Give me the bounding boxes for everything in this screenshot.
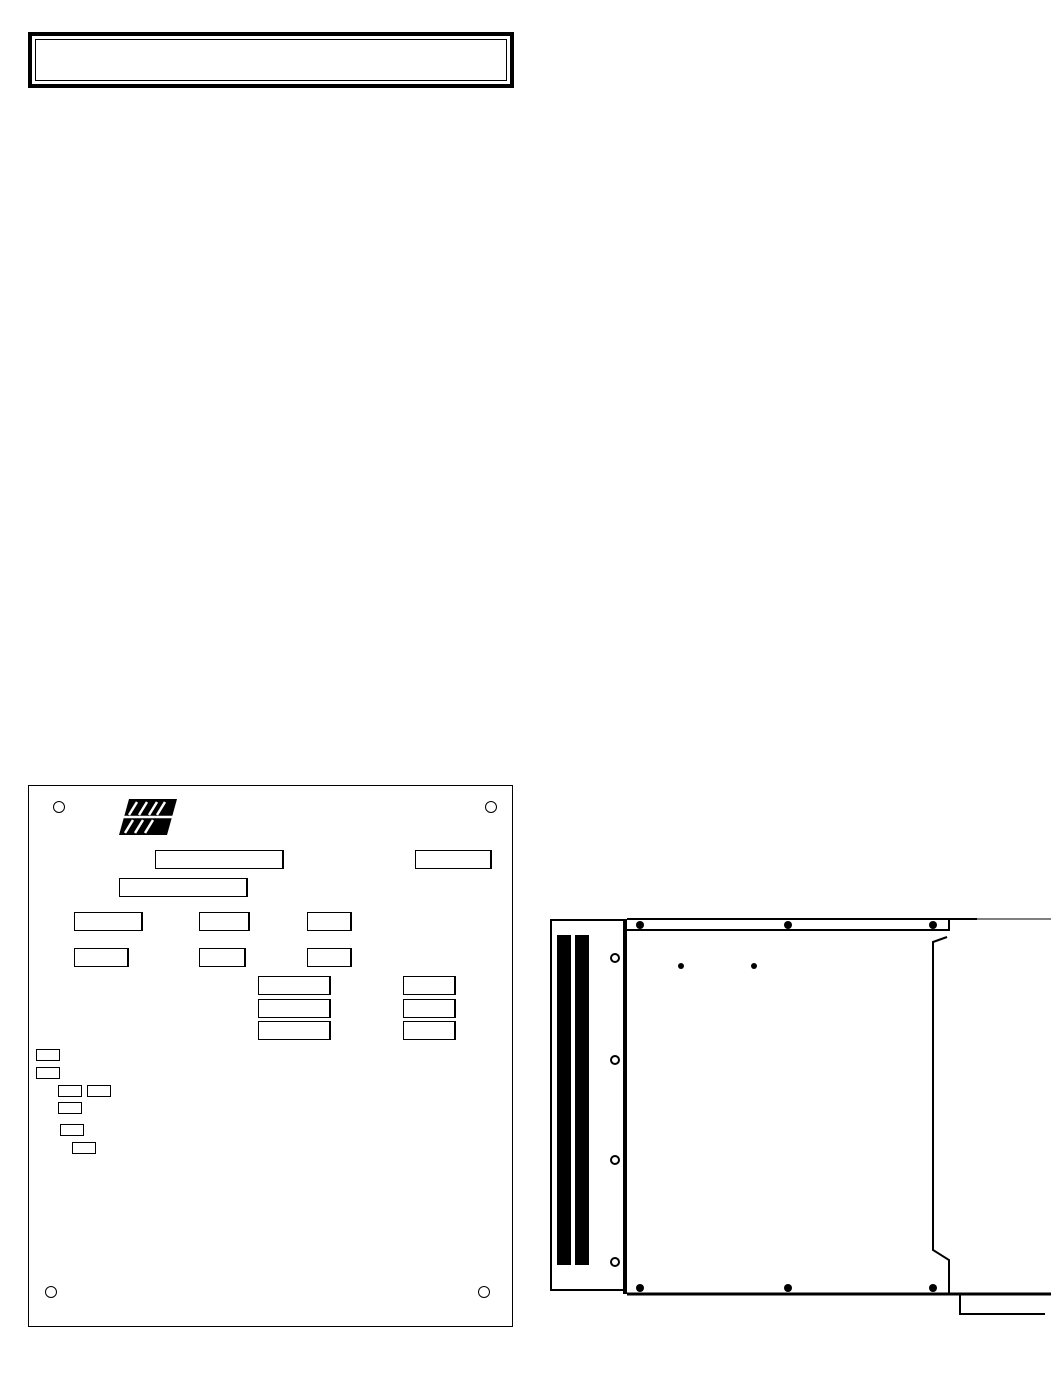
mounting-hole-icon — [53, 801, 65, 813]
panel-screw-icon — [611, 954, 619, 962]
clearance-box — [36, 1067, 60, 1079]
right-column — [550, 0, 1037, 21]
total-load-volts-field — [258, 1021, 331, 1040]
mounting-hole-icon — [45, 1286, 57, 1298]
clearance-box — [72, 1142, 96, 1154]
additional-amps-field — [403, 999, 456, 1018]
oven-data-plate-figure — [28, 785, 513, 1327]
mounting-hole-icon — [478, 1286, 490, 1298]
hz-field — [307, 912, 352, 931]
amps-field — [74, 948, 129, 967]
panel-screw-icon — [611, 1156, 619, 1164]
middleby-logo-icon — [119, 799, 177, 835]
installation-clearance-text — [35, 1048, 112, 1159]
phase-field — [199, 948, 246, 967]
panel-screw-icon — [611, 1258, 619, 1266]
clearance-box — [87, 1085, 111, 1097]
clearance-box — [60, 1124, 84, 1136]
additional-load-volts-field — [258, 999, 331, 1018]
model-no-field — [155, 850, 284, 869]
warning-box — [28, 32, 514, 88]
motor-volts-field — [258, 976, 331, 995]
section-iv-heading — [550, 10, 1037, 39]
total-amps-field — [403, 1021, 456, 1040]
kw-field — [199, 912, 250, 931]
panel-screw-icon — [611, 1056, 619, 1064]
mounting-hole-icon — [485, 801, 497, 813]
wire-service-field — [307, 948, 352, 967]
id-no-field — [119, 878, 248, 897]
junction-box-figure — [545, 820, 1051, 1330]
vac-field — [74, 912, 143, 931]
left-column — [28, 0, 514, 110]
motor-amps-field — [403, 976, 456, 995]
clearance-box — [36, 1049, 60, 1061]
clearance-box — [58, 1085, 82, 1097]
clearance-box — [58, 1102, 82, 1114]
vent-slots-icon — [557, 935, 589, 1265]
junction-box-drawing — [545, 820, 1051, 1330]
serial-no-field — [415, 850, 492, 869]
